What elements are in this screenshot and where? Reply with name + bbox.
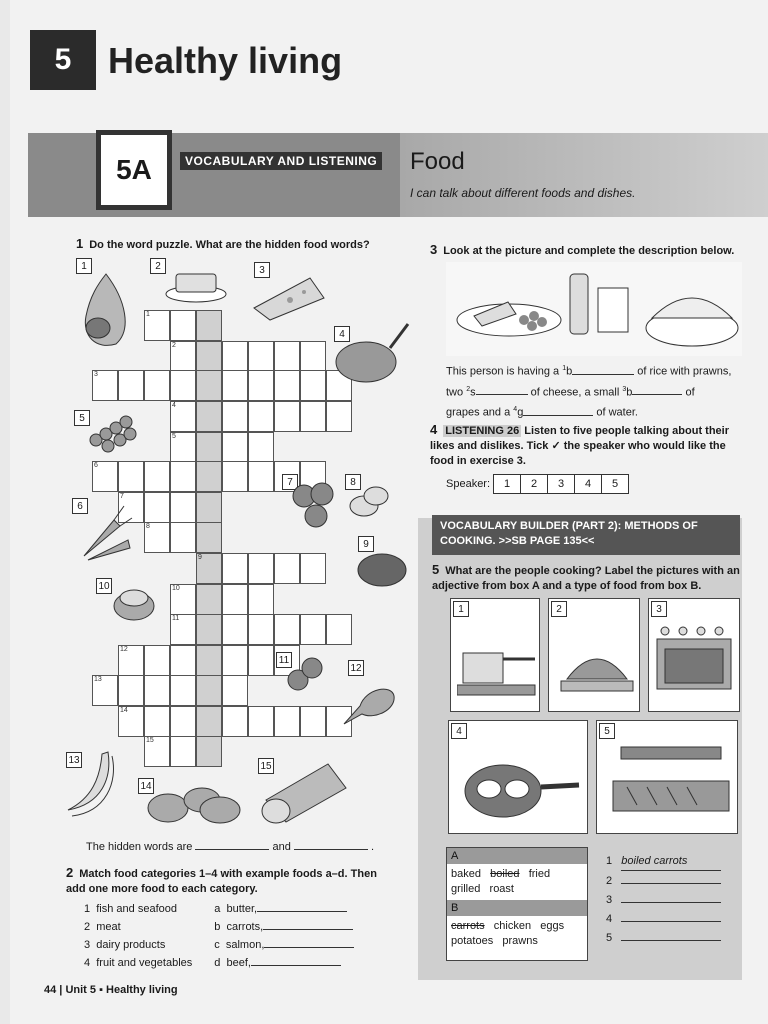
crossword-cell[interactable]: [170, 461, 196, 492]
hidden-words-label: The hidden words are: [86, 841, 193, 853]
cooking-picture-4: [448, 720, 588, 834]
row-number: 1: [146, 311, 150, 318]
boiling-pot-icon: [457, 629, 537, 699]
pic-number: 14: [138, 778, 154, 794]
crossword-cell[interactable]: [196, 461, 222, 492]
answer-1[interactable]: boiled carrots: [621, 852, 721, 871]
section-label: VOCABULARY AND LISTENING: [180, 152, 382, 170]
box-b-words: carrots chicken eggs potatoes prawns: [451, 920, 565, 947]
speaker-box[interactable]: 5: [601, 474, 629, 494]
crossword-cell[interactable]: [170, 370, 196, 401]
crossword-cell[interactable]: [248, 461, 274, 492]
pic-number: 12: [348, 660, 364, 676]
crossword-cell[interactable]: [170, 645, 196, 676]
ex4-instruction: [430, 422, 750, 469]
ham-icon: [76, 270, 136, 350]
and-label: and: [272, 841, 291, 853]
category-row: 3 dairy products c salmon,: [84, 937, 384, 953]
row-number: 6: [94, 462, 98, 469]
oven-icon: [655, 625, 735, 695]
crossword-cell[interactable]: [196, 645, 222, 676]
crossword-cell[interactable]: [222, 461, 248, 492]
pic-number: 7: [282, 474, 298, 490]
pic-number: 5: [599, 723, 615, 739]
crossword-cell[interactable]: [118, 675, 144, 706]
word-boxes: [446, 847, 588, 961]
box-a-words: baked boiled fried grilled roast: [451, 868, 551, 895]
lemons-icon: [344, 482, 394, 522]
ex1-text: Do the word puzzle. What are the hidden food words?: [89, 239, 370, 251]
speaker-label: Speaker:: [446, 478, 491, 490]
pic-number: 4: [334, 326, 350, 342]
category-blank[interactable]: [257, 901, 347, 912]
crossword-cell[interactable]: [248, 341, 274, 372]
water-glass-icon: [566, 264, 636, 338]
listening-badge: LISTENING 26: [445, 425, 520, 437]
answer-3[interactable]: [621, 890, 721, 903]
ex3-number: 3: [430, 242, 438, 257]
tinned-fish-icon: [108, 580, 160, 624]
crossword-cell[interactable]: [326, 401, 352, 432]
ex2-number: 2: [66, 865, 74, 880]
lesson-code: 5A: [96, 130, 172, 210]
ex3-blank-3[interactable]: [632, 394, 682, 395]
crossword-cell[interactable]: [274, 370, 300, 401]
crossword-cell[interactable]: [248, 432, 274, 463]
crossword-cell[interactable]: [118, 461, 144, 492]
crossword-cell[interactable]: [196, 370, 222, 401]
crossword-cell[interactable]: [222, 401, 248, 432]
butter-icon: [164, 268, 228, 304]
pic-number: 5: [74, 410, 90, 426]
page-footer: 44 | Unit 5 ▪ Healthy living: [44, 984, 178, 996]
ex3-blank-2[interactable]: [476, 394, 528, 395]
ex3-instruction: [430, 242, 750, 259]
crossword-cell[interactable]: [196, 614, 222, 645]
crossword-cell[interactable]: [196, 492, 222, 523]
row-number: 3: [94, 371, 98, 378]
crossword-cell[interactable]: [326, 614, 352, 645]
ex5-number: 5: [432, 562, 440, 577]
crossword-cell[interactable]: [248, 645, 274, 676]
ex3-description: This person is having a $^1$b of rice with prawns, two $^2$s of cheese, a small $^3$b of grapes and a $^4$g of water.: [446, 365, 732, 419]
ex4-text: Listen to five people talking about their likes and dislikes. Tick ✓ the speaker who would like the food in exercise 3.: [430, 425, 730, 467]
bananas-icon: [62, 748, 118, 818]
pic-number: 10: [96, 578, 112, 594]
pic-number: 11: [276, 652, 292, 668]
can-do-statement: I can talk about different foods and dishes.: [410, 186, 636, 200]
pic-number: 3: [651, 601, 667, 617]
box-b-label: B: [447, 900, 587, 916]
crossword-cell[interactable]: [300, 614, 326, 645]
row-number: 7: [120, 493, 124, 500]
answer-5[interactable]: [621, 928, 721, 941]
roasting-dish-icon: [557, 629, 637, 699]
speaker-box[interactable]: 3: [547, 474, 575, 494]
ex3-blank-1[interactable]: [572, 374, 634, 375]
crossword-cell[interactable]: [222, 675, 248, 706]
ex3-text: Look at the picture and complete the description below.: [443, 245, 735, 257]
pic-number: 8: [345, 474, 361, 490]
category-blank[interactable]: [264, 937, 354, 948]
pic-number: 15: [258, 758, 274, 774]
ex2-instruction: [66, 865, 386, 897]
crossword-cell[interactable]: [144, 645, 170, 676]
ex1-number: 1: [76, 236, 84, 251]
crossword-cell[interactable]: [300, 370, 326, 401]
onions-icon: [290, 476, 338, 534]
crossword-cell[interactable]: [248, 706, 274, 737]
category-row: 4 fruit and vegetables d beef,: [84, 955, 384, 971]
crossword-cell[interactable]: [144, 370, 170, 401]
crossword-cell[interactable]: [248, 584, 274, 615]
crossword-cell[interactable]: [196, 736, 222, 767]
crossword-cell[interactable]: [170, 492, 196, 523]
crossword-cell[interactable]: [248, 401, 274, 432]
category-row: 1 fish and seafood a butter,: [84, 901, 384, 917]
row-number: 5: [172, 433, 176, 440]
page-number: 44: [44, 984, 57, 996]
answer-2[interactable]: [621, 871, 721, 884]
unit-title: Healthy living: [108, 40, 343, 81]
crossword-cell[interactable]: [170, 310, 196, 341]
row-number: 9: [198, 554, 202, 561]
cooking-picture-3: [648, 598, 740, 712]
row-number: 12: [120, 646, 128, 653]
potatoes-icon: [146, 784, 242, 826]
crossword-cell[interactable]: [196, 706, 222, 737]
crossword-cell[interactable]: [144, 675, 170, 706]
crossword-cell[interactable]: [274, 401, 300, 432]
category-blank[interactable]: [263, 919, 353, 930]
row-number: 10: [172, 585, 180, 592]
row-number: 4: [172, 402, 176, 409]
row-number: 8: [146, 523, 150, 530]
crossword-cell[interactable]: [144, 461, 170, 492]
hidden-word-2-blank[interactable]: [294, 849, 368, 850]
hidden-word-1-blank[interactable]: [195, 849, 269, 850]
crossword-cell[interactable]: [196, 522, 222, 553]
pic-number: 9: [358, 536, 374, 552]
roast-chicken-icon: [330, 318, 414, 388]
crossword-cell[interactable]: [300, 341, 326, 372]
crossword-cell[interactable]: [274, 553, 300, 584]
cheese-icon: [250, 272, 326, 322]
row-number: 13: [94, 676, 102, 683]
grill-icon: [607, 741, 731, 825]
potatoes-small-icon: [284, 654, 326, 694]
frying-pan-icon: [459, 751, 583, 827]
ex3-blank-4[interactable]: [523, 415, 593, 416]
crossword-cell[interactable]: [248, 553, 274, 584]
crossword-cell[interactable]: [248, 370, 274, 401]
crossword-cell[interactable]: [222, 584, 248, 615]
crossword-cell[interactable]: [300, 706, 326, 737]
category-row: 2 meat b carrots,: [84, 919, 384, 935]
pic-number: 6: [72, 498, 88, 514]
crossword-cell[interactable]: [222, 341, 248, 372]
ex5-answers: 1 boiled carrots 2 3 4 5: [606, 852, 721, 947]
lesson-title: Food: [410, 148, 465, 175]
box-a-label: A: [447, 848, 587, 864]
crossword-cell[interactable]: [196, 401, 222, 432]
crossword-cell[interactable]: [118, 370, 144, 401]
pic-number: 1: [76, 258, 92, 274]
row-number: 11: [172, 615, 180, 622]
ex5-text: What are the people cooking? Label the pictures with an adjective from box A and a type of food from box B.: [432, 565, 740, 592]
crossword-cell[interactable]: [170, 706, 196, 737]
crossword-cell[interactable]: [300, 553, 326, 584]
crossword-cell[interactable]: [170, 675, 196, 706]
crossword-cell[interactable]: [222, 370, 248, 401]
pic-number: 13: [66, 752, 82, 768]
speaker-boxes: [446, 474, 629, 494]
grapes-icon: [80, 404, 144, 454]
ex4-number: 4: [430, 422, 438, 437]
answer-4[interactable]: [621, 909, 721, 922]
rice-bowl-icon: [642, 278, 742, 356]
lamb-chop-icon: [338, 676, 398, 730]
crossword-cell[interactable]: [144, 492, 170, 523]
meal-picture: [446, 262, 742, 356]
pic-number: 2: [551, 601, 567, 617]
crossword-cell[interactable]: [222, 614, 248, 645]
crossword-cell[interactable]: [196, 341, 222, 372]
crossword-cell[interactable]: [196, 310, 222, 341]
category-blank[interactable]: [251, 955, 341, 966]
crossword-cell[interactable]: [222, 553, 248, 584]
crossword-cell[interactable]: [196, 432, 222, 463]
carrots-icon: [74, 500, 136, 566]
crossword-cell[interactable]: [170, 522, 196, 553]
crossword-cell[interactable]: [248, 614, 274, 645]
row-number: 14: [120, 707, 128, 714]
ex1-instruction: [76, 236, 396, 253]
crossword-cell[interactable]: [274, 341, 300, 372]
crossword-cell[interactable]: [222, 432, 248, 463]
crossword-cell[interactable]: [300, 401, 326, 432]
cooking-picture-5: [596, 720, 738, 834]
speaker-box[interactable]: 1: [493, 474, 521, 494]
speaker-box[interactable]: 2: [520, 474, 548, 494]
sausage-roll-icon: [256, 756, 352, 826]
row-number: 15: [146, 737, 154, 744]
row-number: 2: [172, 342, 176, 349]
crossword-cell[interactable]: [196, 584, 222, 615]
cheese-plate-icon: [454, 292, 564, 338]
crossword-cell[interactable]: [222, 645, 248, 676]
crossword-cell[interactable]: [170, 736, 196, 767]
crossword-cell[interactable]: [196, 675, 222, 706]
crossword-cell[interactable]: [222, 706, 248, 737]
pic-number: 1: [453, 601, 469, 617]
cooking-picture-1: [450, 598, 540, 712]
pic-number: 3: [254, 262, 270, 278]
ex2-text: Match food categories 1–4 with example foods a–d. Then add one more food to each category.: [66, 868, 377, 895]
ex5-instruction: [432, 562, 744, 594]
pic-number: 4: [451, 723, 467, 739]
steak-icon: [354, 550, 410, 592]
vocab-builder-heading: VOCABULARY BUILDER (PART 2): METHODS OF COOKING. >>SB PAGE 135<<: [432, 515, 740, 555]
crossword-cell[interactable]: [274, 614, 300, 645]
pic-number: 2: [150, 258, 166, 274]
hidden-words-line: The hidden words are and .: [86, 841, 375, 853]
crossword-cell[interactable]: [274, 706, 300, 737]
cooking-picture-2: [548, 598, 640, 712]
crossword-cell[interactable]: [144, 706, 170, 737]
speaker-box[interactable]: 4: [574, 474, 602, 494]
unit-number-badge: 5: [30, 30, 96, 90]
